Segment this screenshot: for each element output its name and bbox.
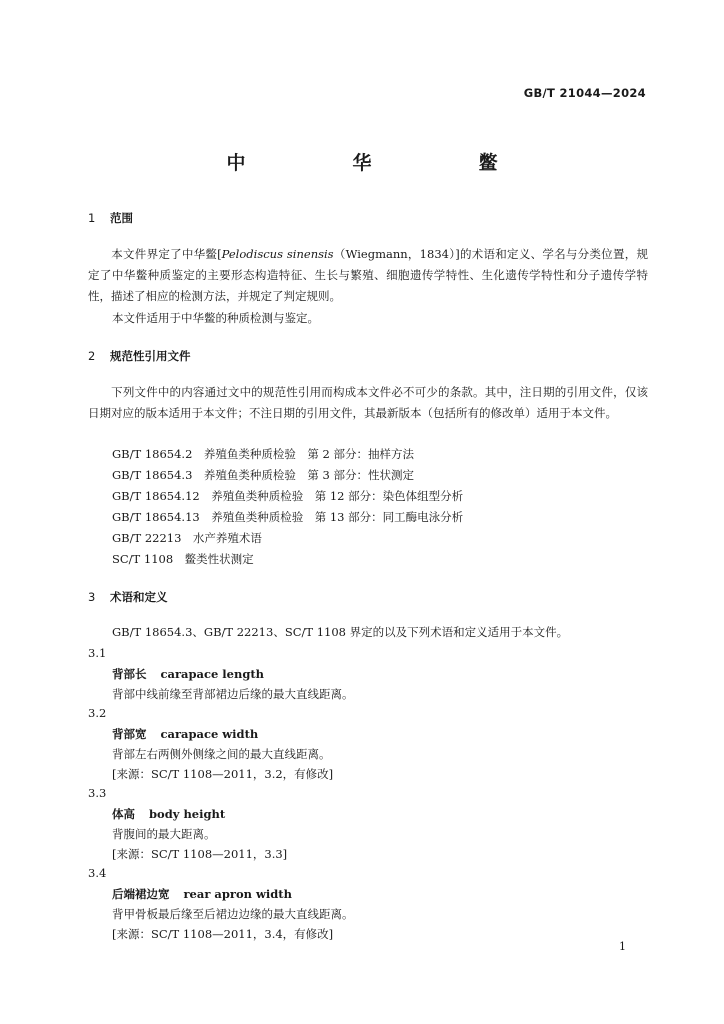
term-source: [来源：SC/T 1108—2011，3.3] [112, 847, 288, 861]
section-number: 3 [88, 590, 96, 604]
scope-paragraph-2: 本文件适用于中华鳖的种质检测与鉴定。 [112, 311, 319, 325]
term-heading [112, 806, 225, 822]
term-definition: 背甲骨板最后缘至后裙边边缘的最大直线距离。 [112, 907, 354, 921]
section-2-heading [88, 348, 191, 364]
section-number: 1 [88, 211, 96, 225]
reference-item: SC/T 1108 鳖类性状测定 [112, 552, 254, 566]
term-number: 3.3 [88, 786, 107, 800]
term-number: 3.2 [88, 706, 107, 720]
term-heading [112, 726, 258, 742]
term-source: [来源：SC/T 1108—2011，3.4，有修改] [112, 927, 334, 941]
normative-intro-text: 下列文件中的内容通过文中的规范性引用而构成本文件必不可少的条款。其中，注日期的引用文件，仅该日期对应的版本适用于本文件；不注日期的引用文件，其最新版本（包括所有的修改单）适用于本文件。 [88, 385, 648, 420]
section-1-heading [88, 210, 133, 226]
term-definition: 背部中线前缘至背部裙边后缘的最大直线距离。 [112, 687, 354, 701]
terms-intro: GB/T 18654.3、GB/T 22213、SC/T 1108 界定的以及下列术语和定义适用于本文件。 [112, 625, 569, 639]
term-en: body height [149, 807, 226, 821]
section-title: 规范性引用文件 [110, 349, 191, 363]
term-cn: 后端裙边宽 [112, 887, 170, 901]
document-title: 中 华 鳖 [226, 152, 542, 174]
reference-item: GB/T 18654.2 养殖鱼类种质检验 第 2 部分：抽样方法 [112, 447, 415, 461]
term-definition: 背部左右两侧外侧缘之间的最大直线距离。 [112, 747, 331, 761]
term-source: [来源：SC/T 1108—2011，3.2，有修改] [112, 767, 334, 781]
scope-paragraph-1 [88, 244, 648, 307]
term-heading [112, 886, 292, 902]
scope-text-pre: 本文件界定了中华鳖[ [111, 247, 222, 261]
term-en: rear apron width [183, 887, 292, 901]
page-number: 1 [619, 940, 626, 953]
term-en: carapace width [160, 727, 259, 741]
reference-item: GB/T 18654.13 养殖鱼类种质检验 第 13 部分：同工酶电泳分析 [112, 510, 464, 524]
term-en: carapace length [160, 667, 265, 681]
term-cn: 背部长 [112, 667, 147, 681]
normative-intro-paragraph [88, 382, 648, 424]
standard-number: GB/T 21044—2024 [523, 86, 646, 100]
section-number: 2 [88, 349, 96, 363]
term-number: 3.4 [88, 866, 107, 880]
reference-item: GB/T 18654.3 养殖鱼类种质检验 第 3 部分：性状测定 [112, 468, 415, 482]
term-cn: 背部宽 [112, 727, 147, 741]
term-definition: 背腹间的最大距离。 [112, 827, 216, 841]
reference-item: GB/T 22213 水产养殖术语 [112, 531, 262, 545]
section-3-heading [88, 589, 168, 605]
section-title: 范围 [110, 211, 134, 225]
scope-text-post: （Wiegmann，1834）]的术语和定义、学名与分类位置，规定了中华鳖种质鉴定的主要形态构造特征、生长与繁殖、细胞遗传学特性、生化遗传学特性和分子遗传学特性，描述了相应的检测方法，并规定了判定规则。 [88, 247, 648, 303]
scope-latin-name: Pelodiscus sinensis [221, 247, 334, 261]
term-heading [112, 666, 264, 682]
term-number: 3.1 [88, 646, 107, 660]
reference-item: GB/T 18654.12 养殖鱼类种质检验 第 12 部分：染色体组型分析 [112, 489, 464, 503]
section-title: 术语和定义 [110, 590, 168, 604]
term-cn: 体高 [112, 807, 135, 821]
